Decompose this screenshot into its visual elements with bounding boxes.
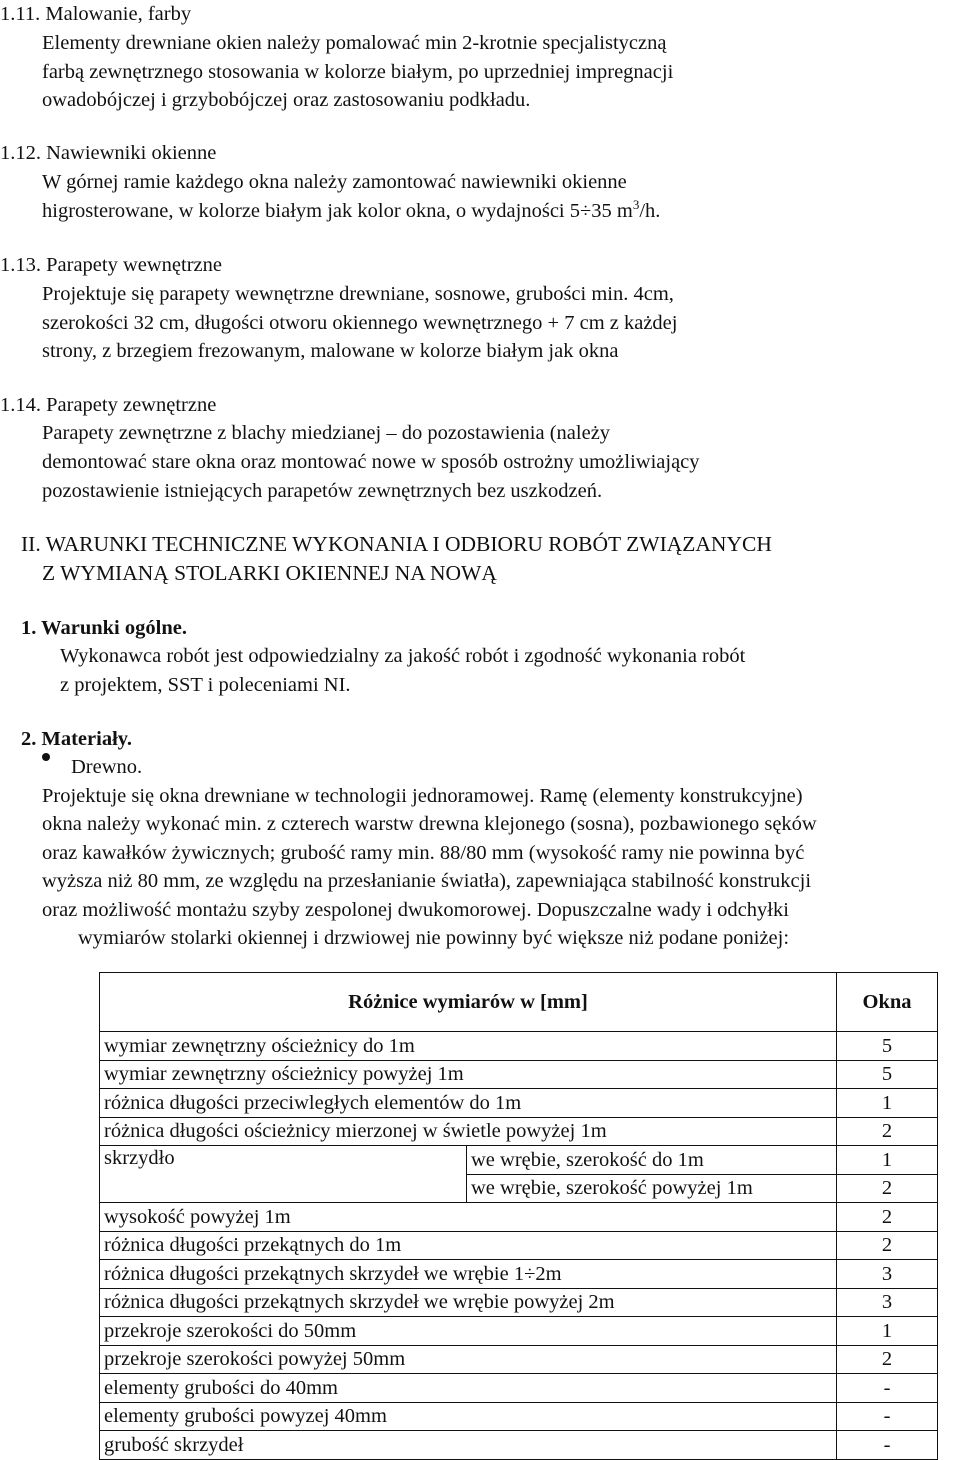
part-title-line-2: Z WYMIANĄ STOLARKI OKIENNEJ NA NOWĄ	[42, 561, 497, 585]
row-label: elementy grubości do 40mm	[100, 1374, 837, 1403]
row-label: różnica długości przekątnych skrzydeł we wrębie powyżej 2m	[100, 1288, 837, 1317]
text-run: /h.	[639, 200, 661, 222]
table-header-cell: Różnice wymiarów w [mm]	[100, 973, 837, 1032]
section-heading-materialy: 2. Materiały.	[21, 728, 133, 750]
paragraph-line: Parapety zewnętrzne z blachy miedzianej – do pozostawienia (należy	[42, 422, 611, 444]
paragraph-line: oraz kawałków żywicznych; grubość ramy min. 88/80 mm (wysokość ramy nie powinna być	[42, 842, 805, 864]
table-row	[100, 1260, 938, 1289]
paragraph-line: Elementy drewniane okien należy pomalować min 2-krotnie specjalistyczną	[42, 32, 667, 54]
text-run: higrosterowane, w kolorze białym jak kolor okna, o wydajności 5÷35 m	[42, 200, 633, 222]
row-value: 5	[837, 1032, 938, 1061]
paragraph-line: oraz możliwość montażu szyby zespolonej dwukomorowej. Dopuszczalne wady i odchyłki	[42, 899, 789, 921]
row-value: -	[837, 1431, 938, 1460]
row-value: 1	[837, 1089, 938, 1118]
table-row	[100, 1117, 938, 1146]
paragraph-line	[42, 199, 660, 223]
part-title-line-1: II. WARUNKI TECHNICZNE WYKONANIA I ODBIORU ROBÓT ZWIĄZANYCH	[21, 532, 772, 556]
row-sublabel: we wrębie, szerokość powyżej 1m	[467, 1174, 837, 1203]
paragraph-line: okna należy wykonać min. z czterech warstw drewna klejonego (sosna), pozbawionego sęków	[42, 813, 817, 835]
section-heading-1-14: 1.14. Parapety zewnętrzne	[0, 394, 217, 416]
table-row	[100, 1203, 938, 1232]
section-heading-1-11: 1.11. Malowanie, farby	[0, 3, 192, 25]
table-row	[100, 1374, 938, 1403]
row-label: różnica długości ościeżnicy mierzonej w świetle powyżej 1m	[100, 1117, 837, 1146]
table-row	[100, 1032, 938, 1061]
row-label: wymiar zewnętrzny ościeżnicy powyżej 1m	[100, 1060, 837, 1089]
row-label: grubość skrzydeł	[100, 1431, 837, 1460]
table-row	[100, 1089, 938, 1118]
row-label: różnica długości przekątnych skrzydeł we wrębie 1÷2m	[100, 1260, 837, 1289]
row-value: -	[837, 1402, 938, 1431]
row-label: elementy grubości powyzej 40mm	[100, 1402, 837, 1431]
tolerance-table	[99, 972, 938, 1460]
section-heading-warunki: 1. Warunki ogólne.	[21, 617, 187, 639]
table-row	[100, 1060, 938, 1089]
row-label: przekroje szerokości do 50mm	[100, 1317, 837, 1346]
row-label: przekroje szerokości powyżej 50mm	[100, 1345, 837, 1374]
table-row	[100, 1231, 938, 1260]
paragraph-line: szerokości 32 cm, długości otworu okiennego wewnętrznego + 7 cm z każdej	[42, 312, 678, 334]
row-label: wymiar zewnętrzny ościeżnicy do 1m	[100, 1032, 837, 1061]
paragraph-line: Projektuje się parapety wewnętrzne drewniane, sosnowe, grubości min. 4cm,	[42, 283, 674, 305]
table-row	[100, 1317, 938, 1346]
section-heading-1-13: 1.13. Parapety wewnętrzne	[0, 254, 222, 276]
paragraph-line: Wykonawca robót jest odpowiedzialny za jakość robót i zgodność wykonania robót	[60, 645, 746, 667]
superscript: 3	[632, 197, 640, 213]
table-row	[100, 1146, 938, 1175]
section-heading-1-12: 1.12. Nawiewniki okienne	[0, 142, 217, 164]
bullet-item: Drewno.	[71, 756, 143, 778]
row-value: 1	[837, 1146, 938, 1175]
row-value: 1	[837, 1317, 938, 1346]
row-value: -	[837, 1374, 938, 1403]
row-label: różnica długości przekątnych do 1m	[100, 1231, 837, 1260]
paragraph-line: strony, z brzegiem frezowanym, malowane w kolorze białym jak okna	[42, 340, 619, 362]
row-sublabel: we wrębie, szerokość do 1m	[467, 1146, 837, 1175]
row-value: 2	[837, 1174, 938, 1203]
paragraph-line: owadobójczej i grzybobójczej oraz zastosowaniu podkładu.	[42, 89, 531, 111]
row-label: wysokość powyżej 1m	[100, 1203, 837, 1232]
paragraph-line: W górnej ramie każdego okna należy zamontować nawiewniki okienne	[42, 171, 627, 193]
row-value: 3	[837, 1260, 938, 1289]
table-row	[100, 1402, 938, 1431]
table-row	[100, 1345, 938, 1374]
row-label: skrzydło	[100, 1146, 467, 1203]
paragraph-line: wyższa niż 80 mm, ze względu na przesłanianie światła), zapewniająca stabilność konstrukcji	[42, 870, 812, 892]
paragraph-line: pozostawienie istniejących parapetów zewnętrznych bez uszkodzeń.	[42, 480, 603, 502]
table-header-row	[100, 973, 938, 1032]
row-value: 5	[837, 1060, 938, 1089]
paragraph-line: demontować stare okna oraz montować nowe w sposób ostrożny umożliwiający	[42, 451, 700, 473]
table-row	[100, 1431, 938, 1460]
paragraph-line: farbą zewnętrznego stosowania w kolorze białym, po uprzedniej impregnacji	[42, 61, 674, 83]
row-value: 3	[837, 1288, 938, 1317]
table-header-cell: Okna	[837, 973, 938, 1032]
row-value: 2	[837, 1345, 938, 1374]
row-value: 2	[837, 1203, 938, 1232]
row-value: 2	[837, 1117, 938, 1146]
bullet-icon	[42, 753, 50, 761]
row-label: różnica długości przeciwległych elementów do 1m	[100, 1089, 837, 1118]
row-value: 2	[837, 1231, 938, 1260]
paragraph-line: z projektem, SST i poleceniami NI.	[60, 674, 351, 696]
table-row	[100, 1288, 938, 1317]
paragraph-line: wymiarów stolarki okiennej i drzwiowej nie powinny być większe niż podane poniżej:	[78, 927, 790, 949]
paragraph-line: Projektuje się okna drewniane w technologii jednoramowej. Ramę (elementy konstrukcyjne)	[42, 785, 803, 807]
